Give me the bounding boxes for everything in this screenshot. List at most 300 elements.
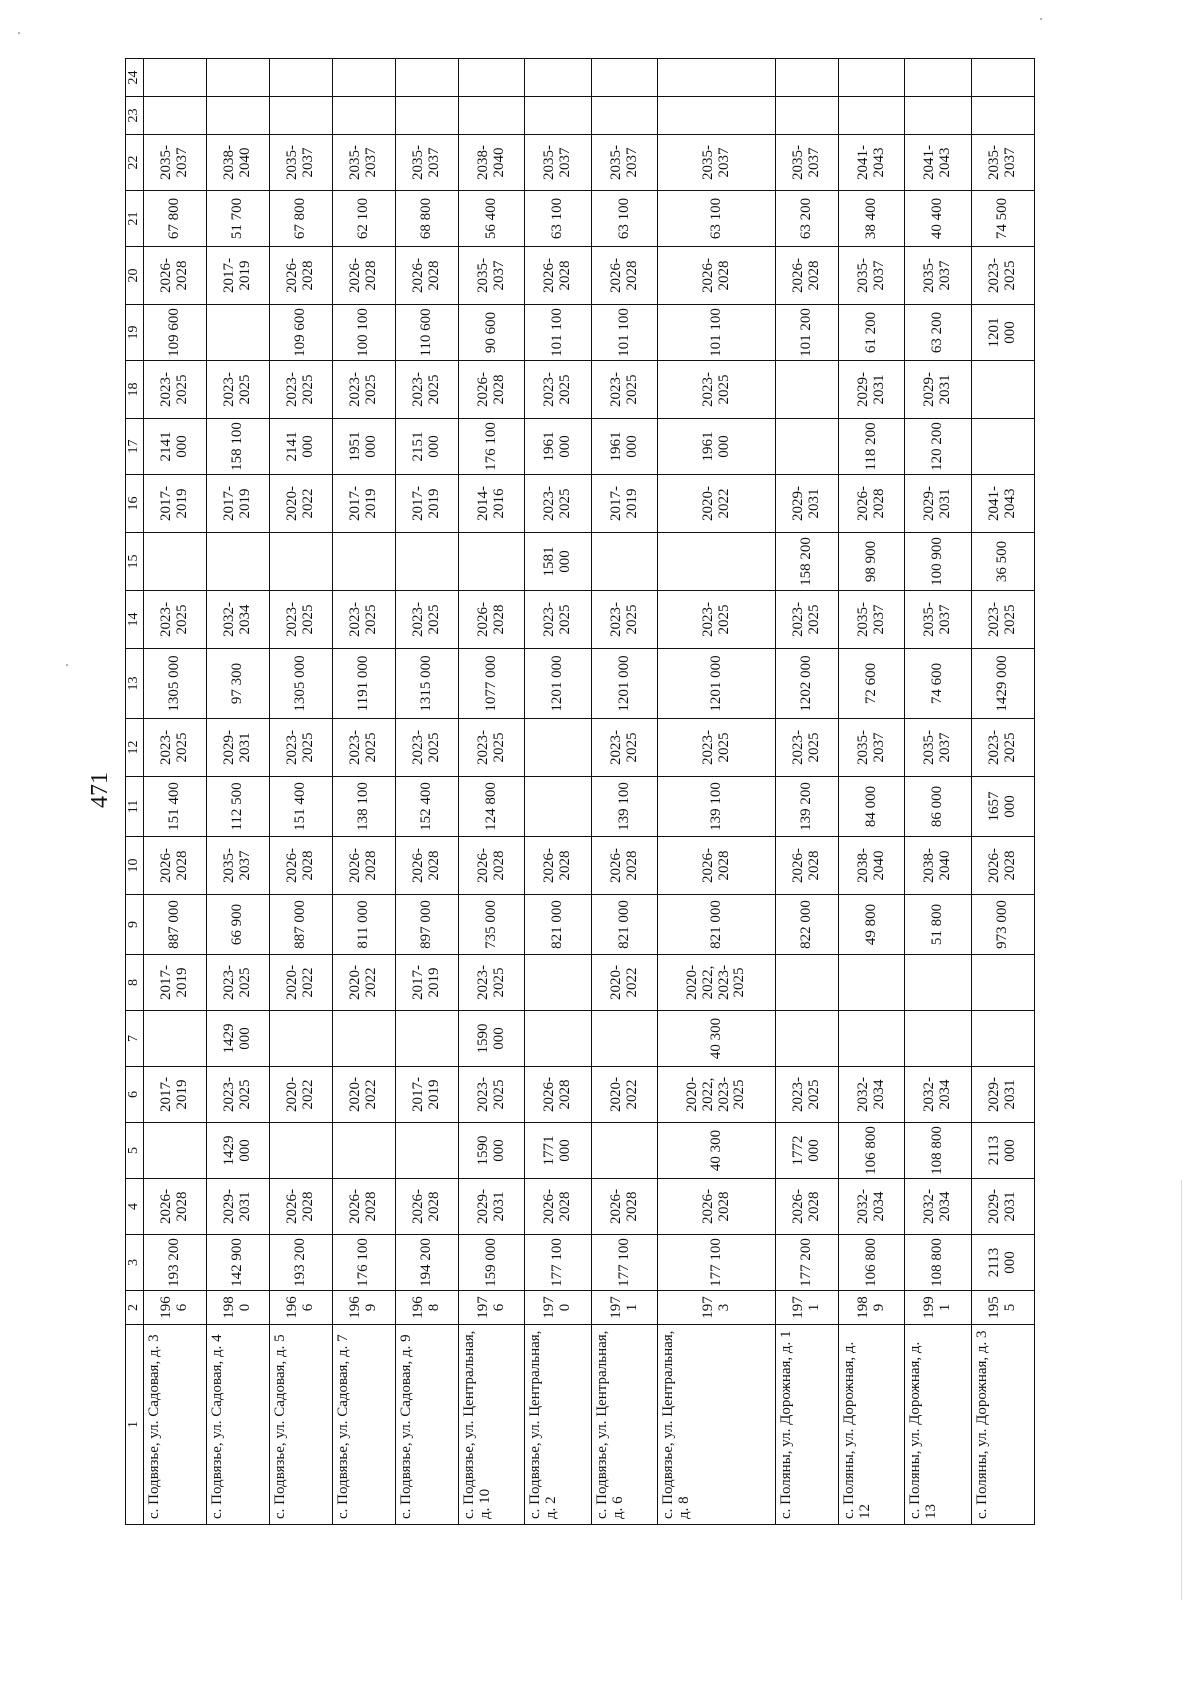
table-cell: 100 900 xyxy=(905,533,972,591)
table-cell xyxy=(143,1123,206,1179)
table-cell: 2023-2025 xyxy=(458,1067,525,1123)
table-cell: 811 000 xyxy=(332,895,395,955)
table-cell: 1772 000 xyxy=(775,1123,838,1179)
table-cell xyxy=(591,533,658,591)
table-cell xyxy=(332,59,395,97)
table-cell: 2026-2028 xyxy=(332,1179,395,1235)
table-cell: 63 200 xyxy=(775,191,838,247)
table-cell: 1077 000 xyxy=(458,649,525,719)
table-cell xyxy=(591,97,658,135)
table-cell: 177 100 xyxy=(658,1235,775,1291)
column-header: 2 xyxy=(126,1291,144,1325)
table-cell: 84 000 xyxy=(838,777,905,837)
table-cell: 63 100 xyxy=(658,191,775,247)
column-header: 23 xyxy=(126,97,144,135)
table-cell: 2023-2025 xyxy=(332,591,395,649)
table-cell xyxy=(658,533,775,591)
column-header: 13 xyxy=(126,649,144,719)
table-cell: 2113 000 xyxy=(971,1235,1034,1291)
table-cell xyxy=(206,533,269,591)
table-cell: 1305 000 xyxy=(269,649,332,719)
table-cell: 2017-2019 xyxy=(206,475,269,533)
table-cell: 74 500 xyxy=(971,191,1034,247)
column-header: 22 xyxy=(126,135,144,191)
table-cell xyxy=(269,97,332,135)
table-cell: 2023-2025 xyxy=(395,361,458,419)
table-cell xyxy=(332,97,395,135)
table-cell: 177 100 xyxy=(591,1235,658,1291)
table-cell: 2026-2028 xyxy=(332,247,395,305)
table-cell: 2023-2025 xyxy=(269,591,332,649)
table-cell: 2035-2037 xyxy=(591,135,658,191)
table-cell xyxy=(591,1123,658,1179)
table-cell: 109 600 xyxy=(143,305,206,361)
table-cell: 101 200 xyxy=(775,305,838,361)
table-cell: 2035-2037 xyxy=(775,135,838,191)
table-row xyxy=(971,59,1034,1525)
table-cell: 2035-2037 xyxy=(395,135,458,191)
table-cell: 2023-2025 xyxy=(143,591,206,649)
table-cell: 2020-2022 xyxy=(269,475,332,533)
table-cell: 2029-2031 xyxy=(206,719,269,777)
column-header: 16 xyxy=(126,475,144,533)
table-cell xyxy=(971,97,1034,135)
column-header: 5 xyxy=(126,1123,144,1179)
table-cell: 2023-2025 xyxy=(591,361,658,419)
address-cell: с. Подвязье, ул. Садовая, д. 7 xyxy=(332,1325,395,1525)
column-header: 21 xyxy=(126,191,144,247)
table-cell: 2035-2037 xyxy=(143,135,206,191)
table-cell: 2032-2034 xyxy=(838,1179,905,1235)
table-cell: 2035-2037 xyxy=(525,135,592,191)
table-cell: 176 100 xyxy=(332,1235,395,1291)
table-cell: 38 400 xyxy=(838,191,905,247)
table-cell: 2026-2028 xyxy=(395,837,458,895)
table-cell: 1201 000 xyxy=(971,305,1034,361)
table-cell: 120 200 xyxy=(905,419,972,475)
table-cell: 973 000 xyxy=(971,895,1034,955)
table-cell: 2029-2031 xyxy=(206,1179,269,1235)
table-cell: 177 100 xyxy=(525,1235,592,1291)
table-cell: 2026-2028 xyxy=(971,837,1034,895)
table-cell: 2026-2028 xyxy=(525,837,592,895)
table-row xyxy=(658,59,775,1525)
table-cell: 2023-2025 xyxy=(525,591,592,649)
table-cell xyxy=(905,97,972,135)
column-header: 20 xyxy=(126,247,144,305)
column-header: 17 xyxy=(126,419,144,475)
table-cell: 2017-2019 xyxy=(206,247,269,305)
table-cell: 2017-2019 xyxy=(143,475,206,533)
table-cell xyxy=(395,97,458,135)
table-cell: 2023-2025 xyxy=(658,361,775,419)
table-cell: 2014-2016 xyxy=(458,475,525,533)
address-cell: с. Поляны, ул. Дорожная, д. 1 xyxy=(775,1325,838,1525)
table-cell: 2035-2037 xyxy=(206,837,269,895)
table-cell: 90 600 xyxy=(458,305,525,361)
table-cell: 158 200 xyxy=(775,533,838,591)
table-cell: 2041-2043 xyxy=(905,135,972,191)
table-cell: 2026-2028 xyxy=(395,1179,458,1235)
table-cell: 2113 000 xyxy=(971,1123,1034,1179)
column-header: 6 xyxy=(126,1067,144,1123)
table-cell: 2029-2031 xyxy=(838,361,905,419)
table-cell xyxy=(775,97,838,135)
table-cell xyxy=(269,1011,332,1067)
table-cell: 2026-2028 xyxy=(458,837,525,895)
table-cell xyxy=(971,361,1034,419)
column-header: 14 xyxy=(126,591,144,649)
table-cell: 74 600 xyxy=(905,649,972,719)
table-cell: 1966 xyxy=(143,1291,206,1325)
table-cell: 2026-2028 xyxy=(591,837,658,895)
table-cell xyxy=(269,533,332,591)
table-cell: 2023-2025 xyxy=(269,719,332,777)
table-cell: 2026-2028 xyxy=(838,475,905,533)
table-cell: 2023-2025 xyxy=(775,591,838,649)
table-cell: 106 800 xyxy=(838,1235,905,1291)
table-cell: 887 000 xyxy=(269,895,332,955)
table-cell: 2023-2025 xyxy=(143,361,206,419)
table-cell: 2023-2025 xyxy=(143,719,206,777)
table-cell xyxy=(395,1123,458,1179)
table-cell: 151 400 xyxy=(143,777,206,837)
column-header: 4 xyxy=(126,1179,144,1235)
table-cell xyxy=(143,59,206,97)
table-cell xyxy=(971,1011,1034,1067)
table-cell xyxy=(838,97,905,135)
table-cell: 2023-2025 xyxy=(458,719,525,777)
table-cell xyxy=(525,777,592,837)
table-cell: 97 300 xyxy=(206,649,269,719)
table-cell: 2029-2031 xyxy=(458,1179,525,1235)
table-cell: 139 100 xyxy=(658,777,775,837)
table-cell xyxy=(591,59,658,97)
table-cell: 2023-2025 xyxy=(971,591,1034,649)
table-cell: 2032-2034 xyxy=(206,591,269,649)
address-cell: с. Поляны, ул. Дорожная, д. 12 xyxy=(838,1325,905,1525)
table-cell: 2023-2025 xyxy=(775,719,838,777)
table-cell: 2032-2034 xyxy=(905,1179,972,1235)
table-cell: 159 000 xyxy=(458,1235,525,1291)
table-cell: 2017-2019 xyxy=(395,955,458,1011)
table-cell: 2035-2037 xyxy=(838,719,905,777)
table-cell xyxy=(775,1011,838,1067)
scan-speck xyxy=(18,32,20,34)
table-cell: 67 800 xyxy=(143,191,206,247)
table-cell: 2026-2028 xyxy=(458,591,525,649)
table-cell: 72 600 xyxy=(838,649,905,719)
table-cell: 1315 000 xyxy=(395,649,458,719)
table-cell: 2038-2040 xyxy=(458,135,525,191)
table-cell: 100 100 xyxy=(332,305,395,361)
table-cell: 2020-2022 xyxy=(591,955,658,1011)
table-cell: 2038-2040 xyxy=(905,837,972,895)
table-cell: 2017-2019 xyxy=(395,475,458,533)
table-cell xyxy=(143,533,206,591)
table-cell: 2032-2034 xyxy=(905,1067,972,1123)
table-cell: 2026-2028 xyxy=(525,1067,592,1123)
table-cell: 2026-2028 xyxy=(269,247,332,305)
table-cell: 2023-2025 xyxy=(775,1067,838,1123)
table-cell: 36 500 xyxy=(971,533,1034,591)
table-cell: 40 300 xyxy=(658,1123,775,1179)
table-cell: 110 600 xyxy=(395,305,458,361)
table-cell: 1973 xyxy=(658,1291,775,1325)
table-cell: 2038-2040 xyxy=(838,837,905,895)
table-cell: 139 200 xyxy=(775,777,838,837)
table-cell xyxy=(332,533,395,591)
table-row xyxy=(206,59,269,1525)
table-cell: 194 200 xyxy=(395,1235,458,1291)
table-cell: 897 000 xyxy=(395,895,458,955)
table-cell: 2023-2025 xyxy=(591,591,658,649)
table-cell xyxy=(775,419,838,475)
table-cell: 63 200 xyxy=(905,305,972,361)
table-cell: 106 800 xyxy=(838,1123,905,1179)
table-cell xyxy=(905,1011,972,1067)
rotated-table-container xyxy=(125,65,1035,1525)
table-cell: 158 100 xyxy=(206,419,269,475)
table-cell: 1989 xyxy=(838,1291,905,1325)
table-cell: 2017-2019 xyxy=(143,955,206,1011)
table-cell: 2035-2037 xyxy=(905,719,972,777)
address-cell: с. Поляны, ул. Дорожная, д. 13 xyxy=(905,1325,972,1525)
table-cell: 1976 xyxy=(458,1291,525,1325)
address-cell: с. Подвязье, ул. Центральная, д. 6 xyxy=(591,1325,658,1525)
scan-edge-line xyxy=(1181,1180,1182,1600)
table-cell: 1771 000 xyxy=(525,1123,592,1179)
table-cell: 2026-2028 xyxy=(525,247,592,305)
table-row xyxy=(775,59,838,1525)
column-header: 7 xyxy=(126,1011,144,1067)
table-cell: 2029-2031 xyxy=(971,1067,1034,1123)
table-cell: 735 000 xyxy=(458,895,525,955)
address-cell: с. Подвязье, ул. Центральная, д. 10 xyxy=(458,1325,525,1525)
table-cell: 2020-2022 xyxy=(269,955,332,1011)
table-cell: 2023-2025 xyxy=(206,361,269,419)
table-cell: 1971 xyxy=(591,1291,658,1325)
table-cell: 49 800 xyxy=(838,895,905,955)
table-row xyxy=(458,59,525,1525)
table-cell: 40 400 xyxy=(905,191,972,247)
table-cell xyxy=(332,1011,395,1067)
table-cell: 1191 000 xyxy=(332,649,395,719)
table-row xyxy=(905,59,972,1525)
table-cell: 1966 xyxy=(269,1291,332,1325)
table-cell: 2023-2025 xyxy=(971,247,1034,305)
table-cell: 2020-2022 xyxy=(269,1067,332,1123)
table-cell: 86 000 xyxy=(905,777,972,837)
table-cell: 1429 000 xyxy=(206,1123,269,1179)
table-cell: 2035-2037 xyxy=(905,247,972,305)
table-cell: 2026-2028 xyxy=(269,837,332,895)
address-cell: с. Подвязье, ул. Центральная, д. 8 xyxy=(658,1325,775,1525)
table-cell: 101 100 xyxy=(525,305,592,361)
table-cell: 2020-2022, 2023-2025 xyxy=(658,955,775,1011)
table-cell xyxy=(971,59,1034,97)
table-cell: 108 800 xyxy=(905,1235,972,1291)
table-cell: 1961 000 xyxy=(525,419,592,475)
table-cell xyxy=(658,97,775,135)
table-cell: 2020-2022, 2023-2025 xyxy=(658,1067,775,1123)
table-cell: 1429 000 xyxy=(971,649,1034,719)
table-cell: 51 700 xyxy=(206,191,269,247)
column-header: 18 xyxy=(126,361,144,419)
table-cell: 2035-2037 xyxy=(269,135,332,191)
column-header: 3 xyxy=(126,1235,144,1291)
table-cell: 63 100 xyxy=(525,191,592,247)
table-cell: 2026-2028 xyxy=(591,247,658,305)
table-cell: 2026-2028 xyxy=(395,247,458,305)
table-cell: 2026-2028 xyxy=(775,1179,838,1235)
table-cell: 2020-2022 xyxy=(332,955,395,1011)
table-cell: 887 000 xyxy=(143,895,206,955)
table-cell: 101 100 xyxy=(591,305,658,361)
table-cell: 1201 000 xyxy=(658,649,775,719)
table-cell: 1970 xyxy=(525,1291,592,1325)
table-cell: 193 200 xyxy=(269,1235,332,1291)
table-cell xyxy=(525,719,592,777)
table-cell: 1961 000 xyxy=(591,419,658,475)
table-cell: 2029-2031 xyxy=(971,1179,1034,1235)
table-cell: 1961 000 xyxy=(658,419,775,475)
table-cell xyxy=(395,533,458,591)
table-cell: 2026-2028 xyxy=(658,1179,775,1235)
table-row xyxy=(838,59,905,1525)
table-cell: 101 100 xyxy=(658,305,775,361)
table-cell: 2041-2043 xyxy=(971,475,1034,533)
table-cell: 821 000 xyxy=(525,895,592,955)
table-cell: 1201 000 xyxy=(591,649,658,719)
table-body xyxy=(143,59,1034,1525)
table-cell xyxy=(838,1011,905,1067)
table-cell xyxy=(143,97,206,135)
table-row xyxy=(525,59,592,1525)
address-cell: с. Поляны, ул. Дорожная, д. 3 xyxy=(971,1325,1034,1525)
table-cell: 1955 xyxy=(971,1291,1034,1325)
address-cell: с. Подвязье, ул. Садовая, д. 9 xyxy=(395,1325,458,1525)
table-cell: 2038-2040 xyxy=(206,135,269,191)
table-cell: 2017-2019 xyxy=(591,475,658,533)
table-cell: 2023-2025 xyxy=(971,719,1034,777)
table-cell: 822 000 xyxy=(775,895,838,955)
table-cell: 66 900 xyxy=(206,895,269,955)
table-cell: 2023-2025 xyxy=(525,475,592,533)
table-cell: 1969 xyxy=(332,1291,395,1325)
table-cell: 2023-2025 xyxy=(332,361,395,419)
table-cell: 40 300 xyxy=(658,1011,775,1067)
table-cell: 2141 000 xyxy=(269,419,332,475)
table-cell: 98 900 xyxy=(838,533,905,591)
table-cell: 1202 000 xyxy=(775,649,838,719)
table-cell: 1991 xyxy=(905,1291,972,1325)
table-cell: 2026-2028 xyxy=(143,247,206,305)
table-cell xyxy=(143,1011,206,1067)
table-row xyxy=(591,59,658,1525)
column-header: 24 xyxy=(126,59,144,97)
table-cell xyxy=(838,59,905,97)
table-cell: 108 800 xyxy=(905,1123,972,1179)
table-cell: 2141 000 xyxy=(143,419,206,475)
table-cell: 2035-2037 xyxy=(458,247,525,305)
capital-repair-schedule-table xyxy=(125,58,1035,1525)
table-cell: 67 800 xyxy=(269,191,332,247)
scan-speck xyxy=(1040,18,1042,20)
table-cell: 2035-2037 xyxy=(971,135,1034,191)
table-row xyxy=(269,59,332,1525)
table-cell: 56 400 xyxy=(458,191,525,247)
table-cell: 2020-2022 xyxy=(591,1067,658,1123)
table-cell xyxy=(525,955,592,1011)
table-cell: 152 400 xyxy=(395,777,458,837)
table-cell: 1951 000 xyxy=(332,419,395,475)
table-cell: 2023-2025 xyxy=(458,955,525,1011)
table-cell xyxy=(775,361,838,419)
table-cell: 2023-2025 xyxy=(269,361,332,419)
table-cell: 2029-2031 xyxy=(775,475,838,533)
table-cell xyxy=(838,955,905,1011)
table-cell: 2035-2037 xyxy=(905,591,972,649)
table-cell: 2026-2028 xyxy=(143,1179,206,1235)
table-cell xyxy=(458,97,525,135)
table-cell xyxy=(775,59,838,97)
table-cell: 2026-2028 xyxy=(525,1179,592,1235)
table-cell xyxy=(525,59,592,97)
table-cell xyxy=(591,1011,658,1067)
table-cell: 118 200 xyxy=(838,419,905,475)
table-cell: 1581 000 xyxy=(525,533,592,591)
table-cell xyxy=(971,419,1034,475)
table-cell: 2023-2025 xyxy=(206,955,269,1011)
table-cell: 1429 000 xyxy=(206,1011,269,1067)
table-row xyxy=(395,59,458,1525)
table-cell: 124 800 xyxy=(458,777,525,837)
table-cell: 2026-2028 xyxy=(458,361,525,419)
table-cell: 2035-2037 xyxy=(658,135,775,191)
table-cell xyxy=(332,1123,395,1179)
table-cell: 2026-2028 xyxy=(775,247,838,305)
table-cell xyxy=(206,305,269,361)
table-cell: 2023-2025 xyxy=(206,1067,269,1123)
table-cell: 2035-2037 xyxy=(332,135,395,191)
table-cell xyxy=(525,97,592,135)
table-cell: 821 000 xyxy=(658,895,775,955)
table-cell: 63 100 xyxy=(591,191,658,247)
page-number: 471 xyxy=(87,772,113,808)
table-cell: 2023-2025 xyxy=(332,719,395,777)
column-header: 19 xyxy=(126,305,144,361)
column-header: 15 xyxy=(126,533,144,591)
column-header: 8 xyxy=(126,955,144,1011)
table-cell xyxy=(269,59,332,97)
table-cell xyxy=(658,59,775,97)
table-cell: 51 800 xyxy=(905,895,972,955)
table-header-row xyxy=(126,59,144,1525)
table-cell: 2026-2028 xyxy=(269,1179,332,1235)
table-cell: 2026-2028 xyxy=(658,247,775,305)
table-cell: 2029-2031 xyxy=(905,475,972,533)
table-cell: 2023-2025 xyxy=(395,719,458,777)
table-cell: 1590 000 xyxy=(458,1123,525,1179)
column-header: 1 xyxy=(126,1325,144,1525)
table-cell: 2023-2025 xyxy=(658,719,775,777)
table-cell: 1305 000 xyxy=(143,649,206,719)
table-cell: 177 200 xyxy=(775,1235,838,1291)
table-cell: 2023-2025 xyxy=(395,591,458,649)
table-cell xyxy=(905,955,972,1011)
address-cell: с. Подвязье, ул. Центральная, д. 2 xyxy=(525,1325,592,1525)
